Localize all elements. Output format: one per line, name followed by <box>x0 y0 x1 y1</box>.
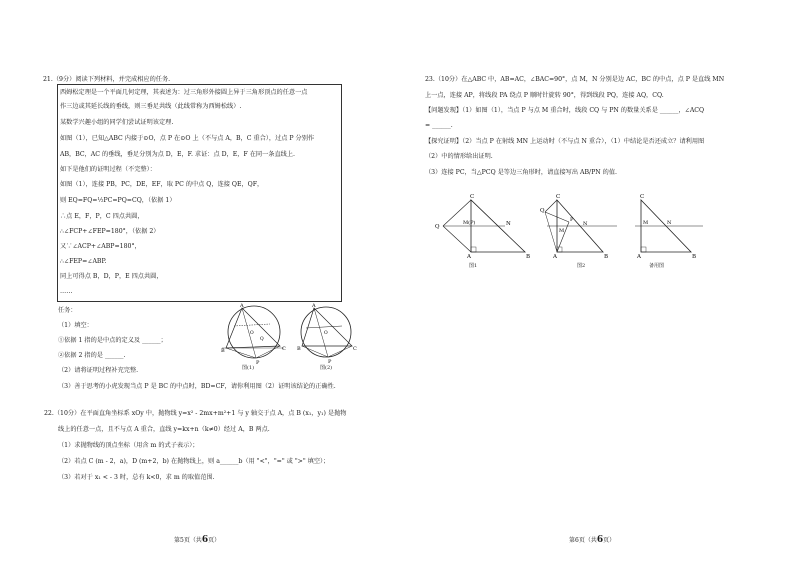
q23-line: （3）连接 PC，当△PCQ 是等边三角形时，请直接写出 AB/PN 的值. <box>425 169 618 176</box>
page-footer: 第5页（共6页） <box>174 535 221 545</box>
fig-caption-2: 图2 <box>577 263 586 269</box>
fig-caption-backup: 备用图 <box>649 263 665 269</box>
svg-text:B: B <box>526 254 531 260</box>
q22-line: （1）求抛物线的顶点坐标（用含 m 的式子表示）； <box>58 442 199 449</box>
q23-line: 【探究证明】（2）当点 P 在射线 MN 上运动时（不与点 N 重合），（1）中结论是否还成立？请利用图 <box>425 138 705 145</box>
box-line: 又∵∠ACP+∠ABP=180°， <box>60 243 141 250</box>
right-page <box>397 0 794 577</box>
q22-line: （3）若对于 x₁ < - 3 时，总有 k<0，求 m 的取值范围. <box>58 474 215 481</box>
task-line: 任务： <box>58 307 77 314</box>
page-footer: 第6页（共6页） <box>569 535 616 545</box>
q23-line: = ______. <box>425 122 453 129</box>
svg-text:A: A <box>467 254 471 260</box>
task-line: （1）填空： <box>58 322 93 329</box>
svg-text:O: O <box>324 331 328 336</box>
q22-line: 22.（10分）在平面直角坐标系 xOy 中，抛物线 y=x² - 2mx+m²+1 与 y 轴交于点 A，点 B (x₁，y₁) 是抛物 <box>44 410 347 417</box>
task-line: （3）善于思考的小虎发现当点 P 是 BC 的中点时，BD=CF，请你利用图（2）证明该结论的正确性. <box>58 383 336 390</box>
svg-text:C: C <box>556 194 561 200</box>
svg-text:A: A <box>637 254 641 260</box>
material-box <box>57 84 342 302</box>
svg-text:N: N <box>583 221 588 227</box>
box-line: 同上可得点 B，D，P，E 四点共圆， <box>60 273 163 280</box>
svg-text:P: P <box>256 360 260 366</box>
svg-text:B: B <box>604 254 609 260</box>
svg-text:Q: Q <box>435 224 440 230</box>
figure-2-triangle <box>539 192 635 266</box>
q23-line: 【问题发现】（1）如图（1），当点 P 与点 M 重合时，线段 CQ 与 PN 的数量关系是 ______，∠ACQ <box>425 107 705 114</box>
svg-text:M: M <box>559 228 565 234</box>
svg-text:B: B <box>221 348 225 354</box>
box-line: ∴∠FEP=∠ABP. <box>60 258 107 265</box>
box-line: 作三边或其延长线的垂线，则三垂足共线（此线常称为西姆松线）. <box>60 103 242 110</box>
task-line: ①依据 1 指的是中点的定义及 ______； <box>58 337 167 344</box>
figure-1-caption: 图(1) <box>242 365 255 371</box>
figure-2-circle <box>296 302 360 372</box>
q22-line: 线上的任意一点，且不与点 A 重合，直线 y=kx+n（k≠0）经过 A，B 两点. <box>58 426 270 433</box>
svg-text:Q: Q <box>260 337 264 342</box>
box-line: ∴∠FCP+∠FEP=180°，（依据 2） <box>60 228 160 235</box>
task-line: ②依据 2 指的是 ______. <box>58 352 126 359</box>
box-line: …… <box>60 288 73 295</box>
svg-text:M: M <box>643 220 649 226</box>
box-line: ∴点 E，F，P，C 四点共圆， <box>60 213 144 220</box>
svg-text:C: C <box>470 194 475 200</box>
q23-line: 23.（10分）在△ABC 中，AB=AC，∠BAC=90°，点 M，N 分别是边 AC，BC 的中点，点 P 是直线 MN <box>425 76 725 83</box>
svg-text:N: N <box>667 220 672 226</box>
svg-text:P: P <box>570 217 574 223</box>
svg-text:Q: Q <box>540 208 545 214</box>
task-line: （2）请将证明过程补充完整. <box>58 367 139 374</box>
svg-text:A: A <box>312 303 316 309</box>
box-line: 如图（1），已知△ABC 内接于⊙O，点 P 在⊙O 上（不与点 A，B，C 重合），过点 P 分别作 <box>60 135 315 142</box>
q21-header: 21.（9分）阅读下列材料，并完成相应的任务. <box>43 76 171 83</box>
box-line: 则 EQ=FQ=½PC=PQ=CQ，（依据 1） <box>60 197 176 204</box>
svg-text:O: O <box>250 331 254 336</box>
svg-text:P: P <box>328 359 332 365</box>
svg-text:M(P): M(P) <box>463 220 476 226</box>
svg-text:C: C <box>282 346 286 352</box>
fig-caption-1: 图1 <box>469 263 478 269</box>
q23-line: 上一点，连接 AP，将线段 PA 绕点 P 顺时针旋转 90°，得到线段 PQ，连接 AQ，CQ. <box>425 92 664 99</box>
box-line: 某数学兴趣小组的同学们尝试证明该定理. <box>60 119 174 126</box>
box-line: 如下是他们的证明过程（不完整）： <box>60 166 156 173</box>
figure-1-circle <box>220 302 288 372</box>
q23-line: （2）中的情形给出证明. <box>425 153 493 160</box>
box-line: 如图（1），连接 PB，PC，DE，EF，取 PC 的中点 Q，连接 QE，QF， <box>60 181 264 188</box>
svg-text:N: N <box>506 221 511 227</box>
box-line: AB，BC，AC 的垂线，垂足分别为点 D，E，F. 求证：点 D，E，F 在同一条直线上. <box>60 151 296 158</box>
svg-text:C: C <box>353 346 357 352</box>
figure-2-caption: 图(2) <box>320 365 333 371</box>
q22-line: （2）若点 C (m - 2，a)，D (m+2，b) 在抛物线上，则 a______b（用 "<"，"=" 或 ">" 填空）； <box>58 458 330 465</box>
svg-text:A: A <box>240 303 244 309</box>
svg-text:B: B <box>297 346 301 352</box>
figure-backup-triangle <box>633 192 713 266</box>
figure-1-triangle <box>425 192 537 266</box>
svg-text:C: C <box>640 194 645 200</box>
svg-text:B: B <box>692 254 697 260</box>
box-line: 西姆松定理是一个平面几何定理，其表述为：过三角形外接圆上异于三角形顶点的任意一点 <box>60 89 308 96</box>
svg-text:A: A <box>553 254 557 260</box>
